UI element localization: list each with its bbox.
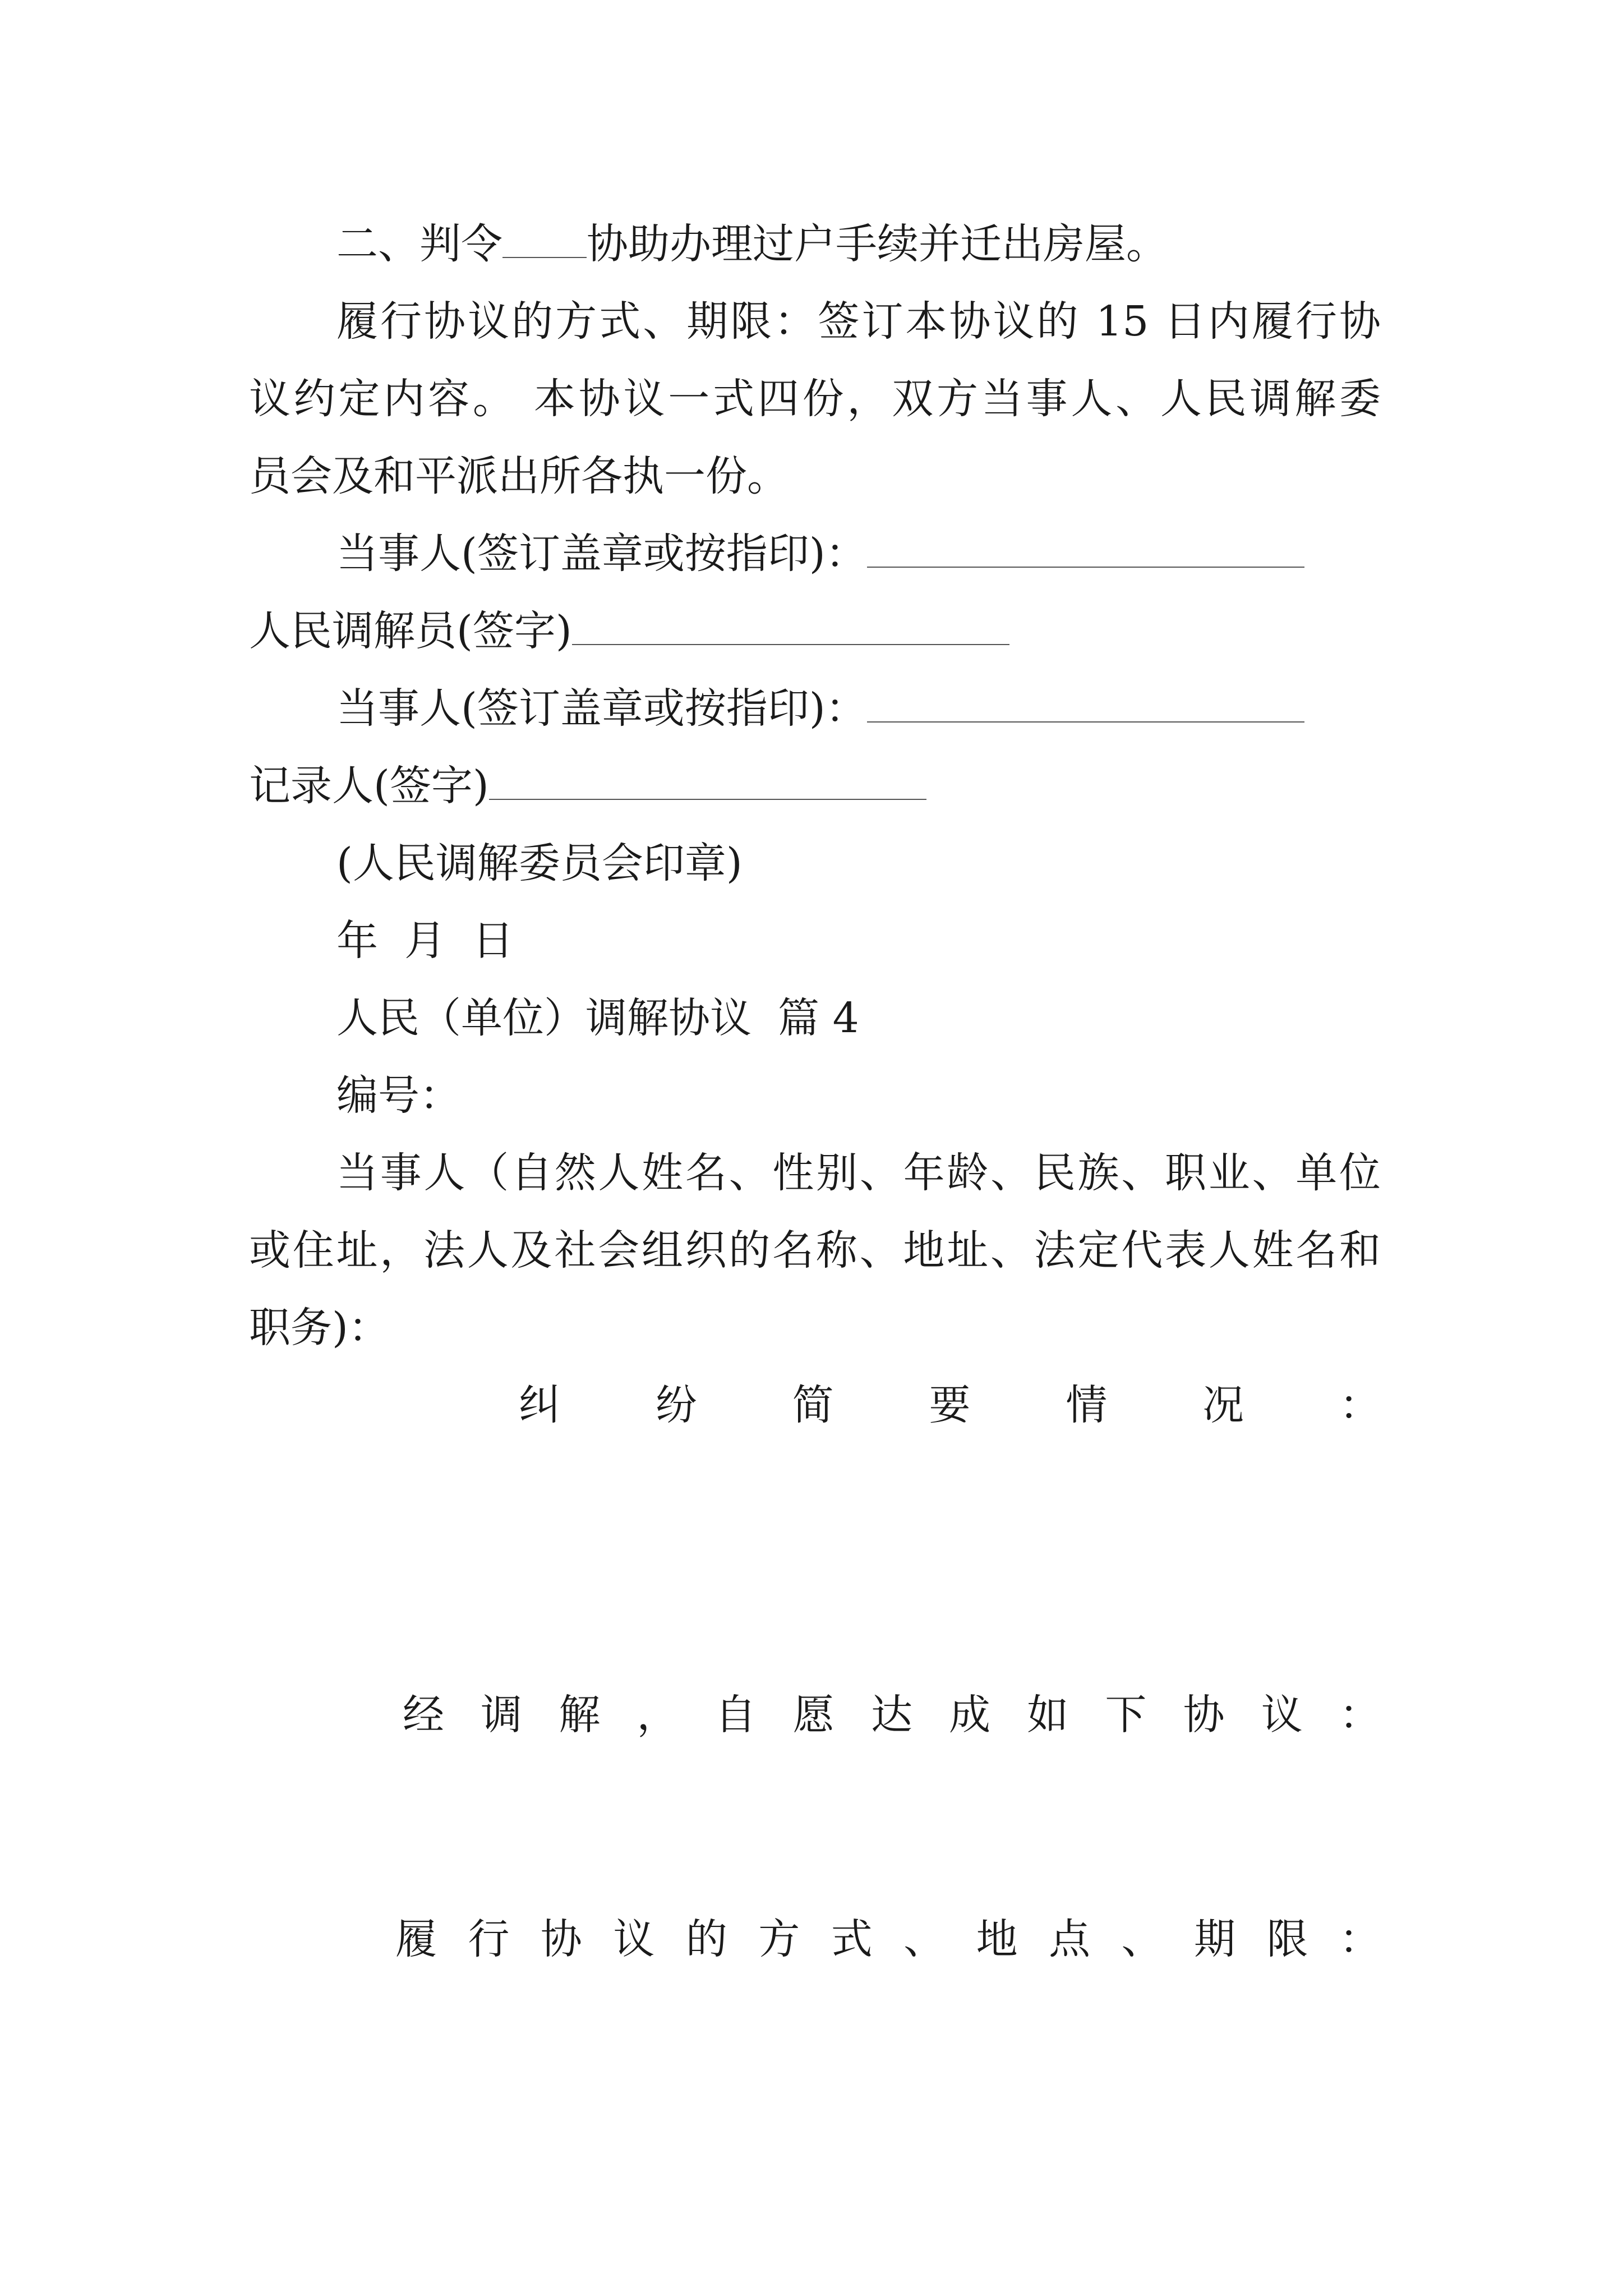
method-char: 式 xyxy=(831,1915,873,1963)
method-char: 、 xyxy=(903,1915,946,1963)
method-char: 行 xyxy=(468,1915,510,1963)
agreement-char: 愿 xyxy=(792,1691,834,1739)
signature-recorder xyxy=(249,762,926,810)
party-1-label: 当事人(签订盖章或按指印)： xyxy=(336,530,867,578)
method-char: 、 xyxy=(1121,1915,1163,1963)
method-char: 议 xyxy=(613,1915,655,1963)
agreement-char: 下 xyxy=(1105,1691,1147,1739)
agreement-char: 如 xyxy=(1027,1691,1069,1739)
agreement-char: 成 xyxy=(949,1691,991,1739)
performance-line-1: 履行协议的方式、期限：签订本协议的 15 日内履行协 xyxy=(336,297,1381,346)
blank-underline xyxy=(502,257,587,258)
number-label: 编号： xyxy=(336,1071,461,1120)
dispute-char: 简 xyxy=(792,1381,834,1429)
dispute-char: 纷 xyxy=(655,1381,697,1429)
committee-seal: (人民调解委员会印章) xyxy=(336,839,743,887)
party-1-signature-line xyxy=(867,567,1304,568)
method-char: 方 xyxy=(758,1915,800,1963)
party-line-2: 或住址，法人及社会组织的名称、地址、法定代表人姓名和 xyxy=(249,1226,1381,1274)
paragraph-judgment xyxy=(336,220,1168,268)
agreement-char: ： xyxy=(1339,1691,1381,1739)
recorder-label: 记录人(签字) xyxy=(249,762,489,810)
method-char: 点 xyxy=(1049,1915,1091,1963)
party-line-3: 职务)： xyxy=(249,1304,390,1352)
party-line-1: 当事人（自然人姓名、性别、年龄、民族、职业、单位 xyxy=(336,1149,1381,1197)
performance-method-heading xyxy=(395,1915,1381,1963)
section-heading: 人民（单位）调解协议 篇 4 xyxy=(336,994,859,1042)
dispute-char: 况 xyxy=(1202,1381,1244,1429)
performance-line-3: 员会及和平派出所各执一份。 xyxy=(249,452,789,500)
party-2-signature-line xyxy=(867,721,1304,723)
method-char: 的 xyxy=(685,1915,727,1963)
signature-party-2 xyxy=(336,684,1304,733)
signature-party-1 xyxy=(336,530,1304,578)
agreement-char: 议 xyxy=(1261,1691,1303,1739)
method-char: 地 xyxy=(976,1915,1018,1963)
mediator-signature-line xyxy=(572,644,1009,645)
agreement-char: 自 xyxy=(714,1691,757,1739)
date-line: 年 月 日 xyxy=(336,917,514,965)
agreement-char: 经 xyxy=(403,1691,444,1739)
method-char: ： xyxy=(1339,1915,1381,1963)
method-char: 期 xyxy=(1193,1915,1235,1963)
performance-line-2: 议约定内容。 本协议一式四份，双方当事人、人民调解委 xyxy=(249,375,1381,423)
judgment-suffix: 协助办理过户手续并迁出房屋。 xyxy=(587,220,1168,268)
method-char: 协 xyxy=(540,1915,582,1963)
method-char: 限 xyxy=(1266,1915,1308,1963)
judgment-prefix: 二、判令 xyxy=(336,220,502,268)
agreement-char: 协 xyxy=(1183,1691,1225,1739)
agreement-char: 解 xyxy=(559,1691,601,1739)
method-char: 履 xyxy=(395,1915,437,1963)
agreement-char: 调 xyxy=(481,1691,523,1739)
dispute-char: ： xyxy=(1339,1381,1381,1429)
dispute-char: 情 xyxy=(1066,1381,1108,1429)
agreement-char: ， xyxy=(637,1691,679,1739)
party-2-label: 当事人(签订盖章或按指印)： xyxy=(336,684,867,733)
mediator-label: 人民调解员(签字) xyxy=(249,607,572,655)
dispute-summary-heading xyxy=(519,1381,1381,1429)
agreement-char: 达 xyxy=(870,1691,912,1739)
recorder-signature-line xyxy=(489,799,926,800)
signature-mediator xyxy=(249,607,1009,655)
dispute-char: 要 xyxy=(929,1381,971,1429)
dispute-char: 纠 xyxy=(519,1381,560,1429)
agreement-heading xyxy=(403,1691,1381,1739)
